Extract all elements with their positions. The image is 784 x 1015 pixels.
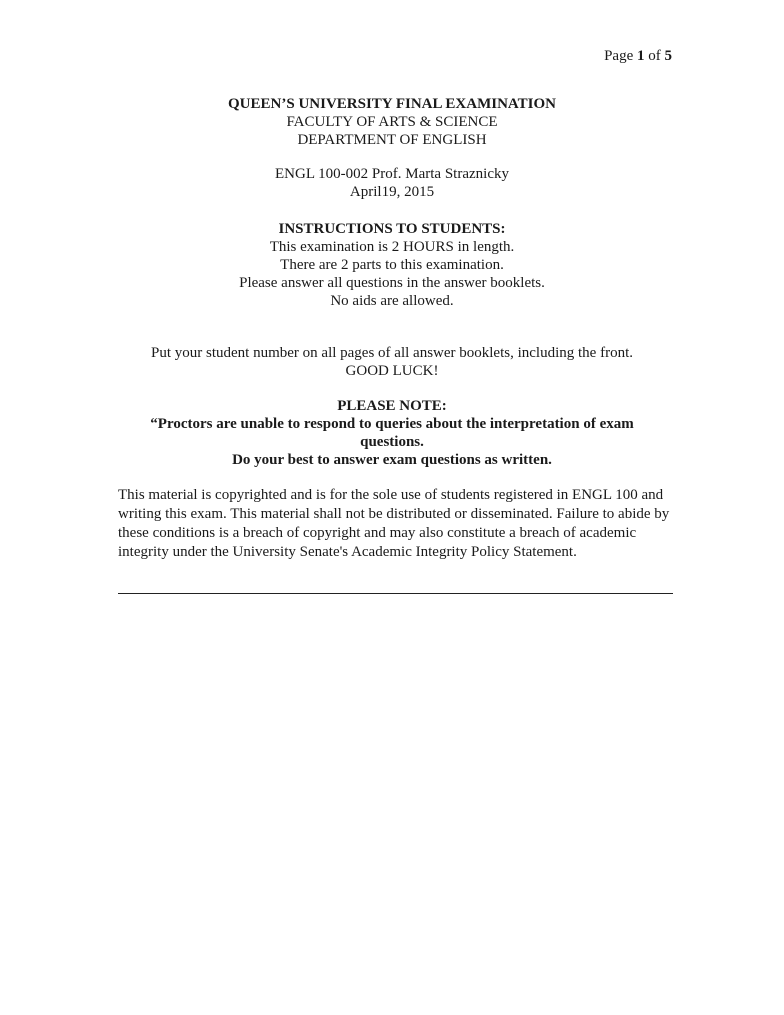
student-number-note — [0, 344, 784, 380]
divider-line — [118, 593, 673, 594]
best-effort-note: Do your best to answer exam questions as written. — [232, 452, 552, 468]
good-luck: GOOD LUCK! — [345, 363, 439, 379]
course-info — [0, 165, 784, 201]
faculty-name: FACULTY OF ARTS & SCIENCE — [286, 114, 498, 130]
exam-header — [0, 95, 784, 149]
department-name: DEPARTMENT OF ENGLISH — [297, 132, 487, 148]
university-title: QUEEN’S UNIVERSITY FINAL EXAMINATION — [228, 96, 556, 112]
instructions-title: INSTRUCTIONS TO STUDENTS: — [278, 221, 506, 237]
course-code-professor: ENGL 100-002 Prof. Marta Straznicky — [275, 166, 509, 182]
instruction-line: There are 2 parts to this examination. — [280, 257, 504, 273]
page-number — [604, 48, 672, 65]
proctors-note: “Proctors are unable to respond to queries about the interpretation of exam questions. — [150, 416, 634, 450]
please-note-section — [0, 397, 784, 469]
page-total: 5 — [664, 48, 672, 64]
instruction-line: This examination is 2 HOURS in length. — [269, 239, 515, 255]
copyright-notice: This material is copyrighted and is for the sole use of students registered in ENGL 100 and writing this exam. This material shall not be distributed or disseminated. Failure to abide by these conditions is a breach of copyright and may also constitute a breach of academic integrity under the University Senate's Academic Integrity Policy Statement. — [118, 487, 670, 560]
please-note-title: PLEASE NOTE: — [337, 398, 447, 414]
page-separator: of — [644, 48, 665, 64]
student-number-instruction: Put your student number on all pages of all answer booklets, including the front. — [151, 345, 633, 361]
page-current: 1 — [637, 48, 645, 64]
instructions-section — [0, 220, 784, 310]
instruction-line: No aids are allowed. — [330, 293, 454, 309]
instruction-line: Please answer all questions in the answer booklets. — [239, 275, 545, 291]
page-label: Page — [604, 48, 637, 64]
exam-date: April19, 2015 — [349, 184, 435, 200]
